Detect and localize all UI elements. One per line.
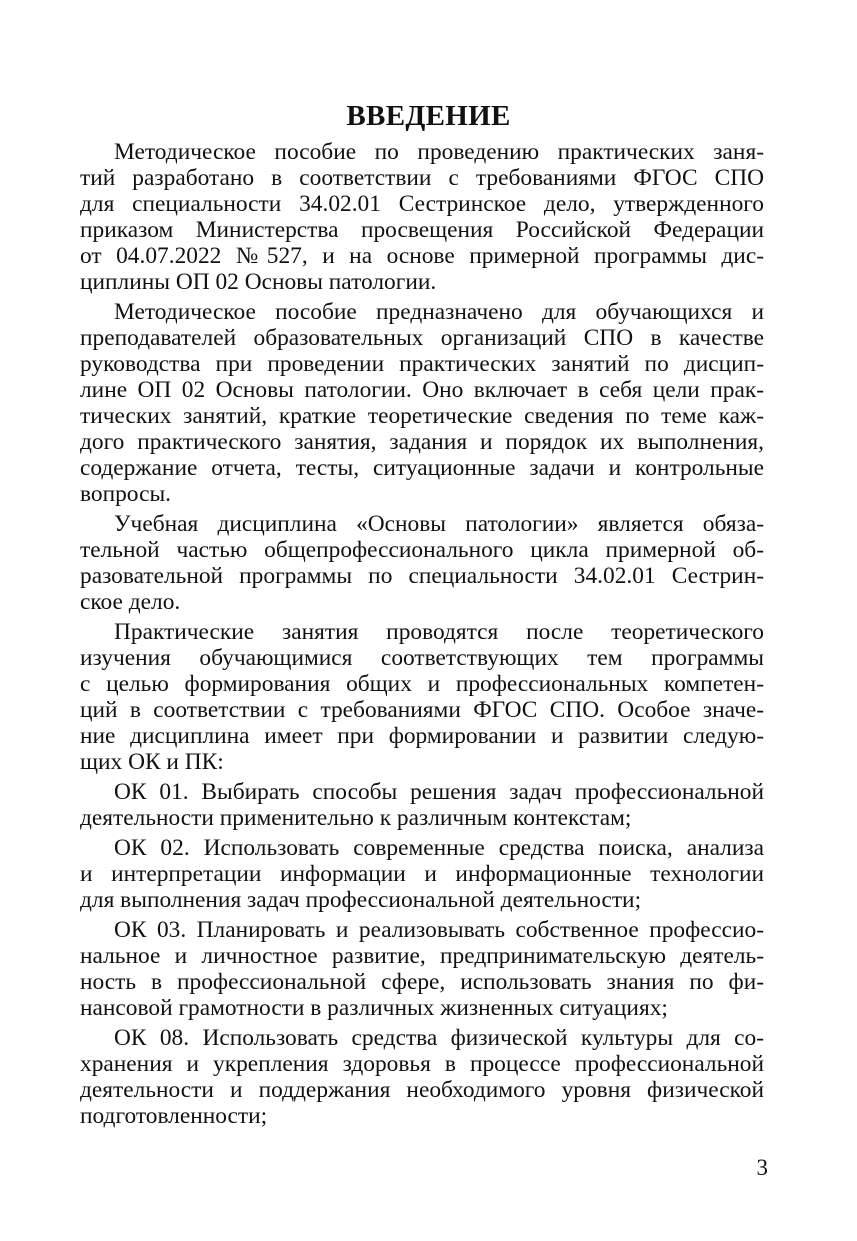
text-line: деятельности и поддержания необходимого уровня физической <box>80 1077 764 1103</box>
text-line: Методическое пособие предназначено для обучающихся и <box>114 299 764 325</box>
competency-item <box>80 917 764 1021</box>
text-line: преподавателей образовательных организаций СПО в качестве <box>80 325 764 351</box>
page-number: 3 <box>756 1155 768 1180</box>
page-title: ВВЕДЕНИЕ <box>346 100 511 132</box>
competency-item <box>80 779 764 831</box>
text-line: для специальности 34.02.01 Сестринское дело, утвержденного <box>80 191 764 217</box>
text-line: ность в профессиональной сфере, использовать знания по фи- <box>80 969 764 995</box>
text-line: с целью формирования общих и профессиональных компетен- <box>80 671 764 697</box>
text-line: Практические занятия проводятся после теоретического <box>114 619 764 645</box>
text-line: Учебная дисциплина «Основы патологии» является обяза- <box>114 511 764 537</box>
text-line: тельной частью общепрофессионального цикла примерной об- <box>80 537 764 563</box>
paragraph <box>80 619 764 775</box>
text-line: разовательной программы по специальности 34.02.01 Сестрин- <box>80 563 764 589</box>
text-line: ское дело. <box>80 589 181 615</box>
text-line: ОК 03. Планировать и реализовывать собственное профессио- <box>114 917 764 943</box>
text-line: приказом Министерства просвещения Российской Федерации <box>80 217 764 243</box>
paragraph <box>80 511 764 615</box>
competency-item <box>80 1025 764 1129</box>
text-line: лине ОП 02 Основы патологии. Оно включает в себя цели прак- <box>80 377 764 403</box>
text-line: нальное и личностное развитие, предпринимательскую деятель- <box>80 943 764 969</box>
text-line: для выполнения задач профессиональной деятельности; <box>80 887 642 913</box>
text-line: хранения и укрепления здоровья в процессе профессиональной <box>80 1051 764 1077</box>
text-line: и интерпретации информации и информационные технологии <box>80 861 764 887</box>
text-line: ОК 01. Выбирать способы решения задач профессиональной <box>114 779 764 805</box>
text-line: дого практического занятия, задания и порядок их выполнения, <box>80 429 764 455</box>
text-line: ОК 02. Использовать современные средства поиска, анализа <box>114 835 764 861</box>
competency-item <box>80 835 764 913</box>
text-line: ОК 08. Использовать средства физической культуры для со- <box>114 1025 764 1051</box>
text-line: циплины ОП 02 Основы патологии. <box>80 269 437 295</box>
text-line: деятельности применительно к различным контекстам; <box>80 805 632 831</box>
text-line: содержание отчета, тесты, ситуационные задачи и контрольные <box>80 455 764 481</box>
paragraph <box>80 139 764 295</box>
paragraph <box>80 299 764 507</box>
document-body <box>80 139 764 1129</box>
text-line: ций в соответствии с требованиями ФГОС СПО. Особое значе- <box>80 697 764 723</box>
text-line: тических занятий, краткие теоретические сведения по теме каж- <box>80 403 764 429</box>
text-line: руководства при проведении практических занятий по дисцип- <box>80 351 764 377</box>
text-line: Методическое пособие по проведению практических заня- <box>114 139 764 165</box>
text-line: нансовой грамотности в различных жизненных ситуациях; <box>80 995 668 1021</box>
text-line: от 04.07.2022 №527, и на основе примерной программы дис- <box>80 243 764 269</box>
text-line: ние дисциплина имеет при формировании и развитии следую- <box>80 723 764 749</box>
text-line: щих ОК и ПК: <box>80 749 224 775</box>
text-line: изучения обучающимися соответствующих тем программы <box>80 645 764 671</box>
text-line: подготовленности; <box>80 1103 268 1129</box>
text-line: тий разработано в соответствии с требованиями ФГОС СПО <box>80 165 764 191</box>
text-line: вопросы. <box>80 481 172 507</box>
